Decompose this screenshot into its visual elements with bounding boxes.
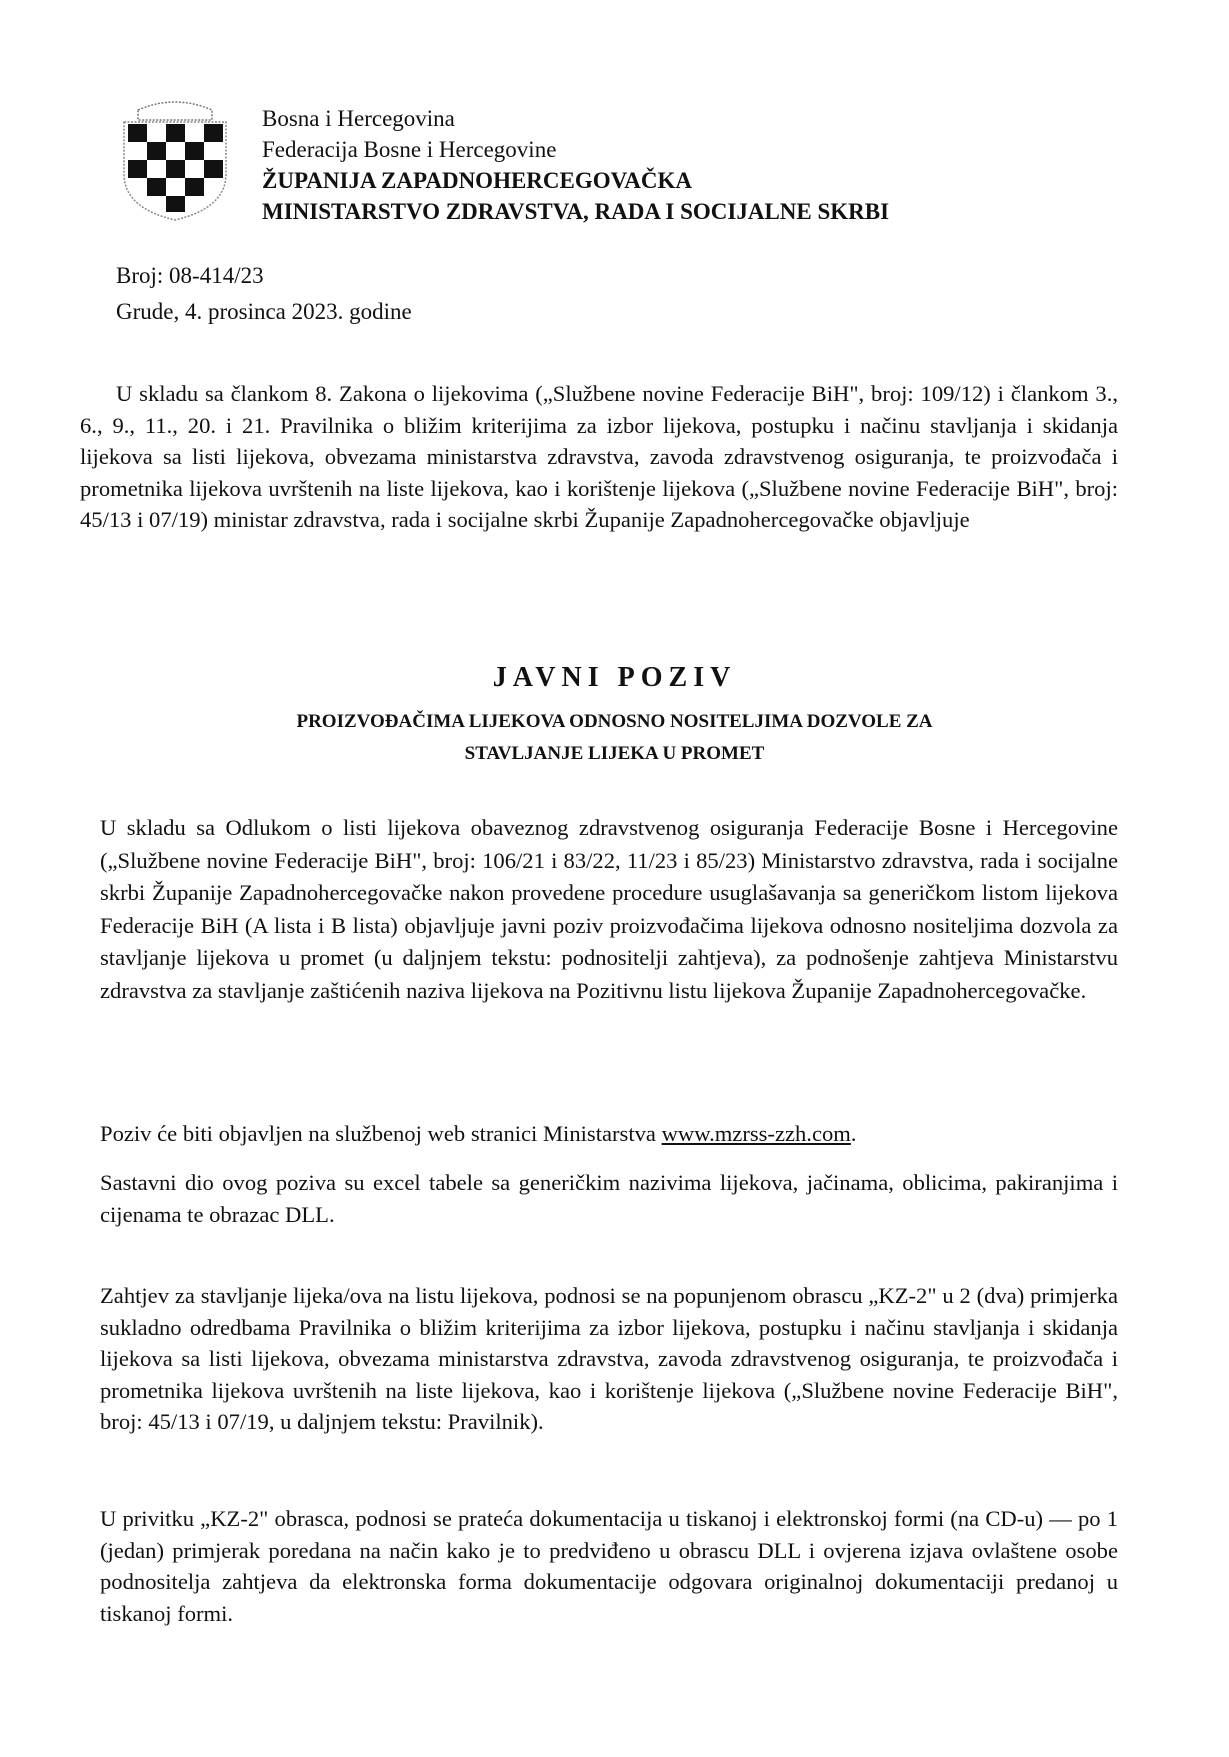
document-title: JAVNI POZIV bbox=[492, 662, 737, 693]
header-federation: Federacija Bosne i Hercegovine bbox=[262, 137, 557, 162]
header-country: Bosna i Hercegovina bbox=[262, 106, 455, 131]
header-county: ŽUPANIJA ZAPADNOHERCEGOVAČKA bbox=[262, 168, 693, 193]
header-ministry: MINISTARSTVO ZDRAVSTVA, RADA I SOCIJALNE SKRBI bbox=[262, 199, 890, 224]
ministry-website-link[interactable]: www.mzrss-zzh.com bbox=[661, 1121, 851, 1146]
document-meta bbox=[116, 258, 412, 330]
paragraph-2-end: . bbox=[850, 1121, 857, 1146]
body-paragraph-5: U privitku „KZ-2" obrasca, podnosi se prateća dokumentacija u tiskanoj i elektronskoj formi (na CD-u) — po 1 (jedan) primjerak poredana na način kako je to predviđeno u obrascu DLL i ovjerena izjava ovlaštene osobe podnositelja zahtjeva da elektronska forma dokumentacije odgovara originalnoj dokumentaciji predanoj u tiskanoj formi. bbox=[100, 1506, 1118, 1626]
body-paragraph-2 bbox=[100, 1118, 1118, 1150]
body-paragraph-3: Sastavni dio ovog poziva su excel tabele sa generičkim nazivima lijekova, jačinama, oblicima, pakiranjima i cijenama te obrazac DLL. bbox=[100, 1170, 1118, 1227]
document-number: Broj: 08-414/23 bbox=[116, 263, 264, 288]
paragraph-2-text: Poziv će biti objavljen na službenoj web stranici Ministarstva bbox=[100, 1121, 662, 1146]
intro-paragraph: U skladu sa člankom 8. Zakona o lijekovima („Službene novine Federacije BiH", broj: 109/12) i člankom 3., 6., 9., 11., 20. i 21. Pravilnika o bližim kriterijima za izbor lijekova, postupku i načinu stavljanja i skidanja lijekova sa listi lijekova, obvezama ministarstva zdravstva, zavoda zdravstvenog osiguranja, te proizvođača i prometnika lijekova uvrštenih na liste lijekova, kao i korištenje lijekova („Službene novine Federacije BiH", broj: 45/13 i 07/19) ministar zdravstva, rada i socijalne skrbi Županije Zapadnohercegovačke objavljuje bbox=[80, 381, 1118, 533]
body-paragraph-1: U skladu sa Odlukom o listi lijekova obaveznog zdravstvenog osiguranja Federacije Bosne i Hercegovine („Službene novine Federacije BiH", broj: 106/21 i 83/22, 11/23 i 85/23) Ministarstvo zdravstva, rada i socijalne skrbi Županije Zapadnohercegovačke nakon provedene procedure usuglašavanja sa generičkom listom lijekova Federacije BiH (A lista i B lista) objavljuje javni poziv proizvođačima lijekova odnosno nositeljima dozvola za stavljanje lijekova u promet (u daljnjem tekstu: podnositelji zahtjeva), za podnošenje zahtjeva Ministarstvu zdravstva za stavljanje zaštićenih naziva lijekova na Pozitivnu listu lijekova Županije Zapadnohercegovačke. bbox=[100, 815, 1118, 1003]
body-paragraph-4: Zahtjev za stavljanje lijeka/ova na listu lijekova, podnosi se na popunjenom obrascu „KZ-2" u 2 (dva) primjerka sukladno odredbama Pravilnika o bližim kriterijima za izbor lijekova, postupku i načinu stavljanja i skidanja lijekova sa listi lijekova, obvezama ministarstva zdravstva, zavoda zdravstvenog osiguranja, te proizvođača i prometnika lijekova uvrštenih na liste lijekova, kao i korištenje lijekova („Službene novine Federacije BiH", broj: 45/13 i 07/19, u daljnjem tekstu: Pravilnik). bbox=[100, 1283, 1118, 1435]
subtitle-line-1: PROIZVOĐAČIMA LIJEKOVA ODNOSNO NOSITELJIMA DOZVOLE ZA bbox=[296, 711, 933, 732]
document-subtitle bbox=[0, 706, 1229, 770]
coat-of-arms-icon bbox=[116, 96, 234, 222]
issuer-header bbox=[262, 103, 889, 227]
document-date: Grude, 4. prosinca 2023. godine bbox=[116, 299, 412, 324]
subtitle-line-2: STAVLJANJE LIJEKA U PROMET bbox=[464, 743, 765, 764]
